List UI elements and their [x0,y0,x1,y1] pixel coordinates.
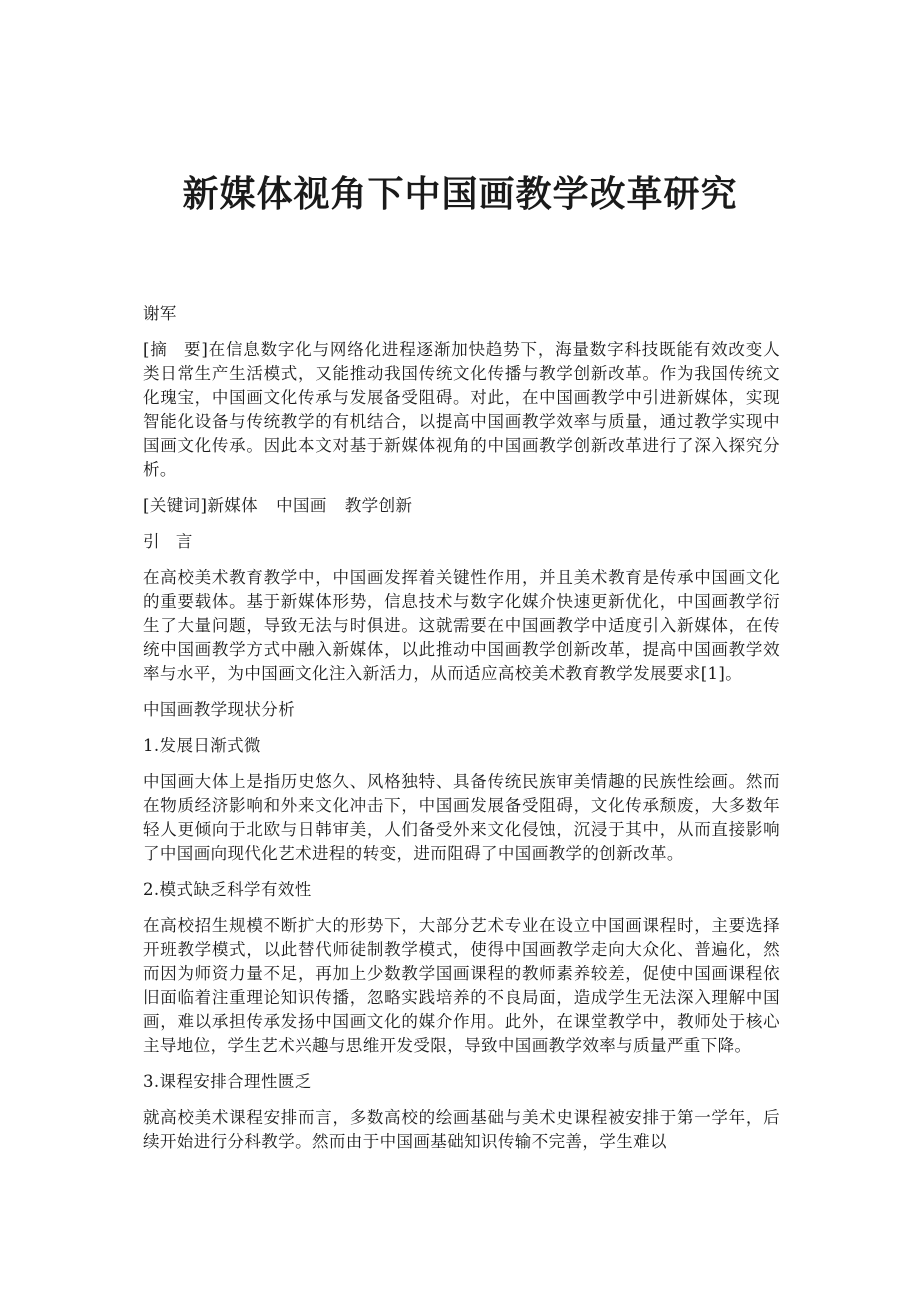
keyword-item: 中国画 [276,496,327,515]
document-title: 新媒体视角下中国画教学改革研究 [182,173,738,215]
subsection-heading: 2.模式缺乏科学有效性 [143,880,312,899]
abstract-text: 在信息数字化与网络化进程逐渐加快趋势下，海量数字科技既能有效改变人类日常生产生活模式，又能推动我国传统文化传播与教学创新改革。作为我国传统文化瑰宝，中国画文化传承与发展备受阻碍。对此，在中国画教学中引进新媒体，实现智能化设备与传统教学的有机结合，以提高中国画教学效率与质量，通过教学实现中国画文化传承。因此本文对基于新媒体视角的中国画教学创新改革进行了深入探究分析。 [143,340,780,479]
intro-paragraph: 在高校美术教育教学中，中国画发挥着关键性作用，并且美术教育是传承中国画文化的重要载体。基于新媒体形势，信息技术与数字化媒介快速更新优化，中国画教学衍生了大量问题，导致无法与时俱进。这就需要在中国画教学中适度引入新媒体，在传统中国画教学方式中融入新媒体，以此推动中国画教学创新改革，提高中国画教学效率与水平，为中国画文化注入新活力，从而适应高校美术教育教学发展要求[1]。 [143,568,780,683]
subsection-heading: 1.发展日渐式微 [143,736,261,755]
keyword-item: 新媒体 [207,496,259,515]
keywords-label: [关键词] [143,496,208,515]
keywords-line [143,494,780,518]
subsection-paragraph: 就高校美术课程安排而言，多数高校的绘画基础与美术史课程被安排于第一学年，后续开始进行分科教学。然而由于中国画基础知识传输不完善，学生难以 [143,1108,780,1151]
document-body [143,302,780,1166]
intro-heading-char: 言 [175,532,193,551]
intro-heading [143,530,780,554]
intro-heading-char: 引 [143,532,160,551]
author-name: 谢军 [143,304,177,323]
keyword-item: 教学创新 [344,496,413,515]
abstract-label-close: 要] [183,340,209,359]
abstract-paragraph [143,338,780,482]
section-heading: 中国画教学现状分析 [143,700,296,719]
abstract-label-open: [摘 [143,340,168,359]
subsection-heading: 3.课程安排合理性匮乏 [143,1072,312,1091]
subsection-paragraph: 中国画大体上是指历史悠久、风格独特、具备传统民族审美情趣的民族性绘画。然而在物质经济影响和外来文化冲击下，中国画发展备受阻碍，文化传承颓废，大多数年轻人更倾向于北欧与日韩审美，人们备受外来文化侵蚀，沉浸于其中，从而直接影响了中国画向现代化艺术进程的转变，进而阻碍了中国画教学的创新改革。 [143,772,780,863]
subsection-paragraph: 在高校招生规模不断扩大的形势下，大部分艺术专业在设立中国画课程时，主要选择开班教学模式，以此替代师徒制教学模式，使得中国画教学走向大众化、普遍化，然而因为师资力量不足，再加上少数教学国画课程的教师素养较差，促使中国画课程依旧面临着注重理论知识传播，忽略实践培养的不良局面，造成学生无法深入理解中国画，难以承担传承发扬中国画文化的媒介作用。此外，在课堂教学中，教师处于核心主导地位，学生艺术兴趣与思维开发受限，导致中国画教学效率与质量严重下降。 [143,916,780,1055]
